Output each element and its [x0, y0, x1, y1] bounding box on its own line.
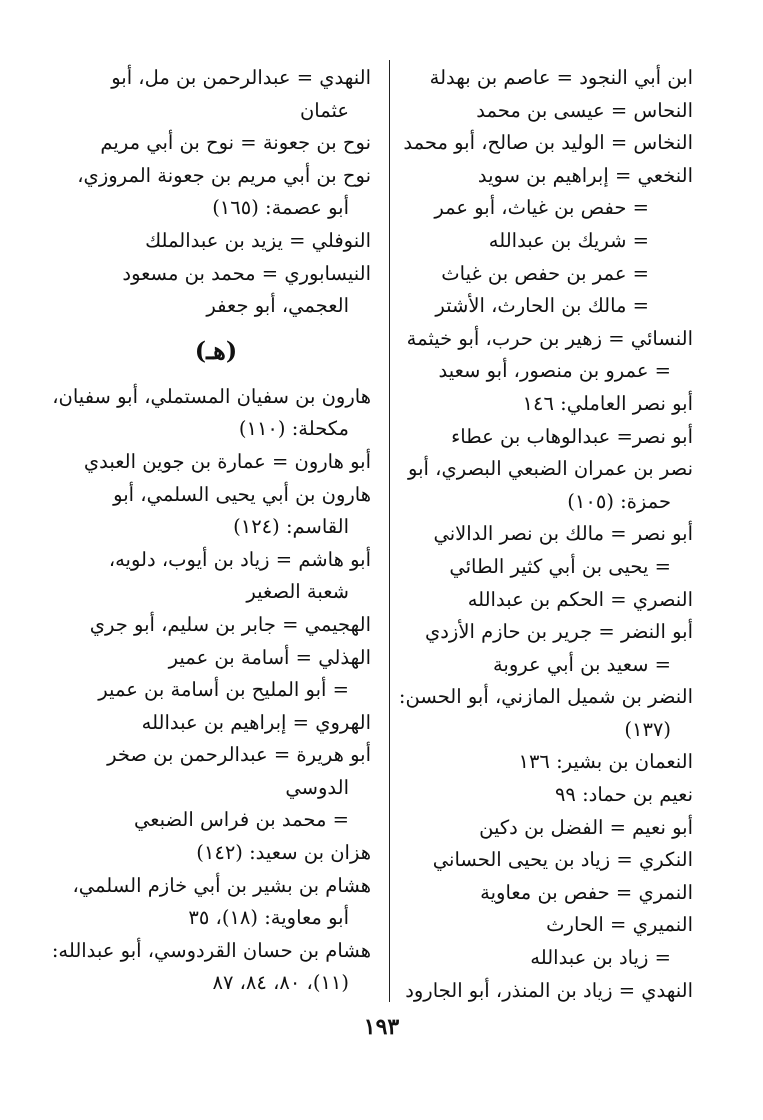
- left-column-top-entries: [61, 62, 371, 323]
- index-entry-line: مكحلة: (١١٠): [238, 417, 349, 441]
- index-entry-line: النهدي = عبدالرحمن بن مل، أبو: [111, 66, 371, 89]
- index-entry-line: = يحيى بن أبي كثير الطائي: [449, 554, 671, 578]
- page-number: ١٩٣: [363, 1014, 400, 1040]
- index-entry-line: أبو النضر = جرير بن حازم الأزدي: [424, 620, 693, 644]
- index-entry-line: = محمد بن فراس الضبعي: [133, 808, 349, 832]
- index-entry-line: (١٣٧): [624, 717, 671, 741]
- index-entry-line: النضر بن شميل المازني، أبو الحسن:: [398, 685, 693, 709]
- index-entry-line: ابن أبي النجود = عاصم بن بهدلة: [429, 66, 693, 89]
- index-entry-line: النوفلي = يزيد بن عبدالملك: [145, 228, 371, 252]
- index-entry-line: أبو عصمة: (١٦٥): [212, 196, 349, 220]
- index-entry-line: أبو نصر= عبدالوهاب بن عطاء: [451, 424, 693, 448]
- index-entry-line: نوح بن أبي مريم بن جعونة المروزي،: [77, 163, 371, 187]
- index-entry-line: القاسم: (١٢٤): [233, 515, 349, 539]
- index-entry-line: النصري = الحكم بن عبدالله: [467, 587, 693, 611]
- index-entry-line: النسائي = زهير بن حرب، أبو خيثمة: [406, 326, 693, 350]
- index-entry-line: = زياد بن عبدالله: [530, 946, 671, 970]
- left-column: [51, 62, 371, 1000]
- index-entry-line: النيسابوري = محمد بن مسعود: [122, 261, 371, 285]
- index-entry-line: أبو نصر العاملي: ١٤٦: [522, 391, 693, 415]
- index-entry-line: أبو هريرة = عبدالرحمن بن صخر: [107, 743, 371, 767]
- index-entry-line: أبو معاوية: (١٨)، ٣٥: [188, 906, 349, 930]
- index-entry-line: النحاس = عيسى بن محمد: [476, 98, 693, 122]
- index-entry-line: = سعيد بن أبي عروبة: [492, 652, 671, 676]
- index-entry-line: عثمان: [299, 98, 349, 122]
- index-entry-line: هارون بن سفيان المستملي، أبو سفيان،: [52, 384, 371, 408]
- index-entry-line: الدوسي: [285, 775, 349, 799]
- index-entry-line: = شريك بن عبدالله: [488, 228, 649, 252]
- index-entry-line: حمزة: (١٠٥): [567, 489, 671, 513]
- index-entry-line: = عمر بن حفص بن غياث: [441, 261, 649, 285]
- index-entry-line: هارون بن أبي يحيى السلمي، أبو: [113, 482, 371, 506]
- index-entry-line: النهدي = زياد بن المنذر، أبو الجارود: [405, 978, 693, 1002]
- index-entry-line: = مالك بن الحارث، الأشتر: [435, 294, 649, 318]
- index-entry-line: أبو هاشم = زياد بن أيوب، دلويه،: [108, 547, 371, 571]
- index-entry-line: العجمي، أبو جعفر: [206, 294, 349, 318]
- index-entry-line: الهجيمي = جابر بن سليم، أبو جري: [89, 612, 371, 636]
- section-heading-ha: (هـ): [194, 336, 238, 366]
- left-column-bottom-entries: [51, 381, 371, 1000]
- index-entry-line: هشام بن بشير بن أبي خازم السلمي،: [72, 873, 371, 897]
- index-entry-line: هشام بن حسان القردوسي، أبو عبدالله:: [51, 938, 371, 962]
- index-entry-line: النعمان بن بشير: ١٣٦: [518, 750, 693, 774]
- index-entry-line: أبو هارون = عمارة بن جوين العبدي: [83, 449, 371, 473]
- index-entry-line: النميري = الحارث: [546, 913, 693, 937]
- column-divider: [389, 60, 390, 1002]
- index-entry-line: نوح بن جعونة = نوح بن أبي مريم: [100, 131, 371, 155]
- index-entry-line: أبو نصر = مالك بن نصر الدالاني: [433, 522, 693, 546]
- index-entry-line: نصر بن عمران الضبعي البصري، أبو: [408, 457, 693, 481]
- index-entry-line: أبو نعيم = الفضل بن دكين: [479, 815, 693, 839]
- index-entry-line: = أبو المليح بن أسامة بن عمير: [98, 678, 349, 702]
- index-entry-line: النكري = زياد بن يحيى الحساني: [432, 848, 693, 872]
- index-entry-line: نعيم بن حماد: ٩٩: [554, 783, 693, 807]
- index-entry-line: النمري = حفص بن معاوية: [480, 880, 693, 904]
- index-entry-line: (١١)، ٨٠، ٨٤، ٨٧: [212, 971, 349, 995]
- index-entry-line: شعبة الصغير: [246, 580, 349, 604]
- index-entry-line: الهذلي = أسامة بن عمير: [168, 645, 371, 669]
- index-entry-line: النخاس = الوليد بن صالح، أبو محمد: [403, 131, 693, 155]
- index-entry-line: هزان بن سعيد: (١٤٢): [196, 841, 371, 865]
- index-entry-line: = حفص بن غياث، أبو عمر: [434, 196, 649, 220]
- right-column: [387, 62, 693, 1007]
- index-entry-line: = عمرو بن منصور، أبو سعيد: [438, 359, 671, 383]
- index-entry-line: النخعي = إبراهيم بن سويد: [477, 163, 693, 187]
- index-entry-line: الهروي = إبراهيم بن عبدالله: [141, 710, 371, 734]
